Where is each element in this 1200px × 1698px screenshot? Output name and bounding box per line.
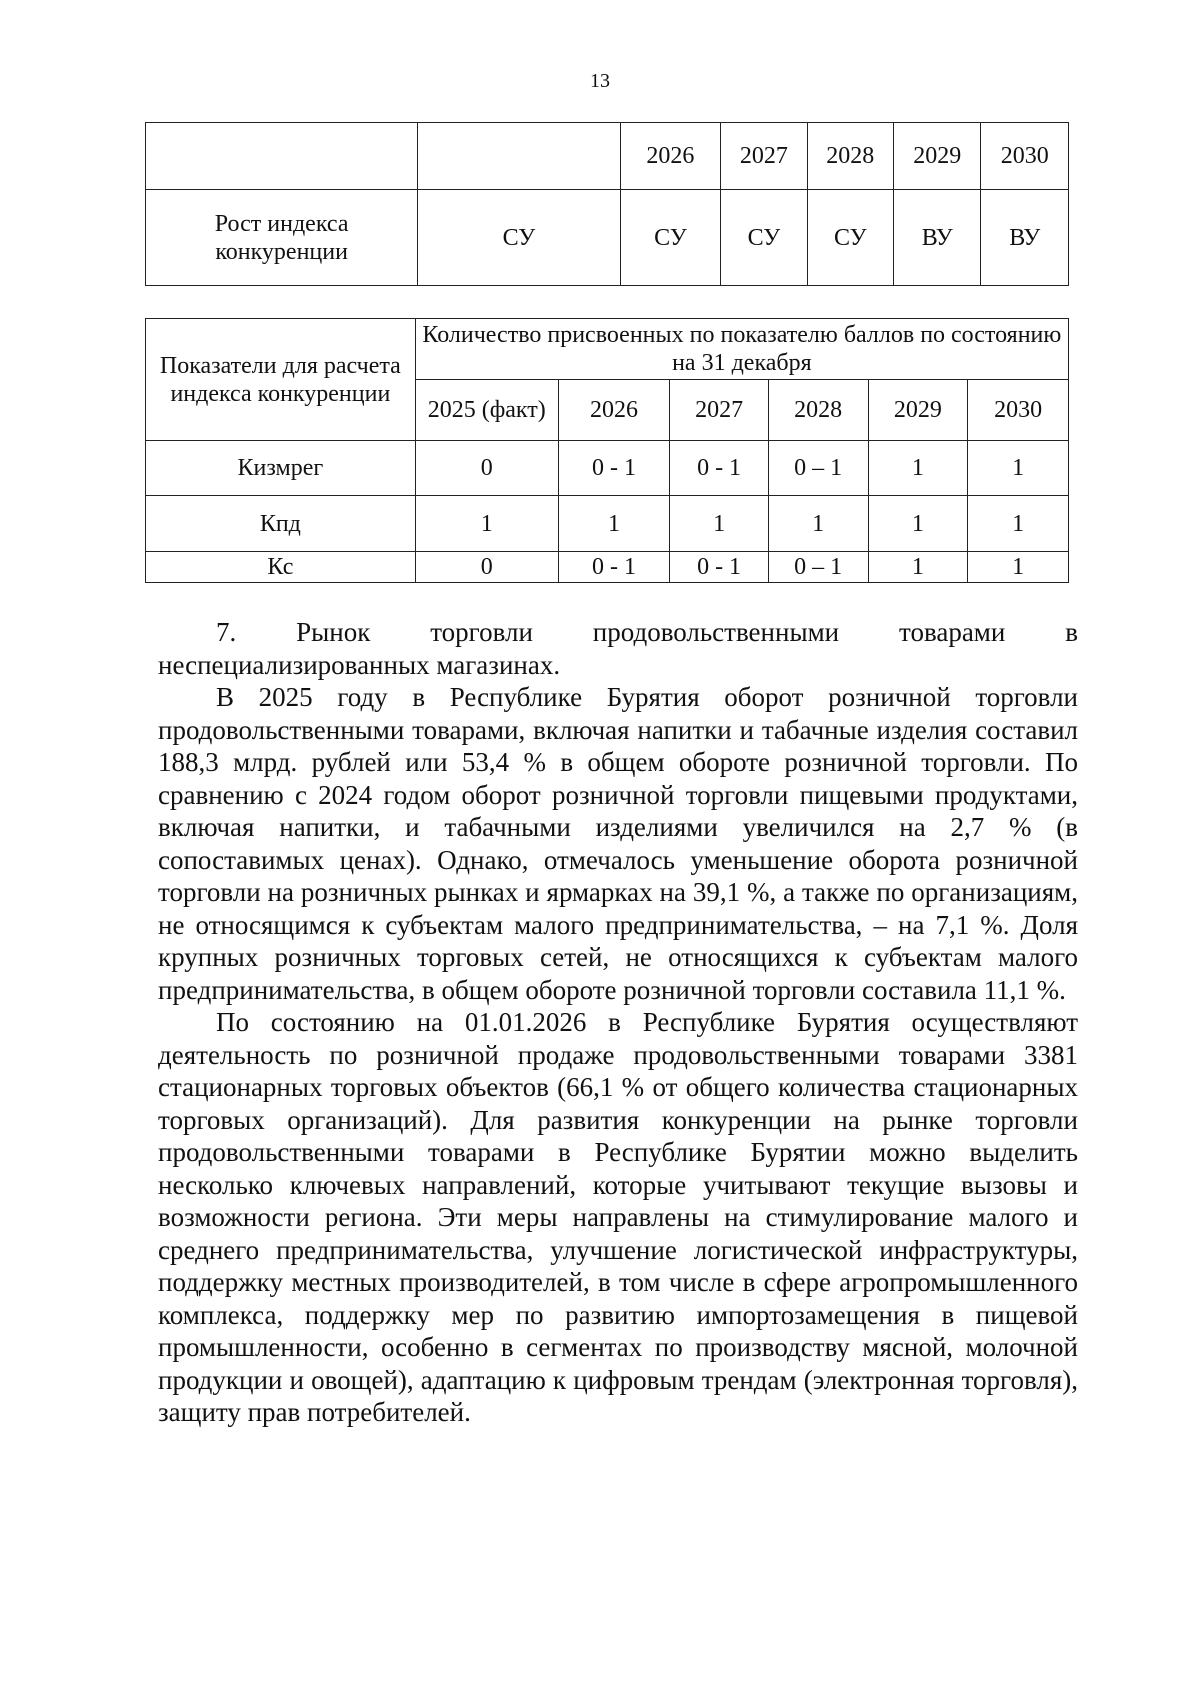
table-cell: СУ [721,190,807,286]
row-label: Кпд [146,496,416,552]
heading-word: торговли [430,617,533,647]
table-cell: 1 [968,496,1069,552]
table-cell: СУ [807,190,893,286]
year-header: 2025 (факт) [415,380,558,441]
row-label: Кизмрег [146,441,416,496]
header-cell: 2027 [721,123,807,190]
section-heading [158,616,1078,649]
paragraph: По состоянию на 01.01.2026 в Республике Бурятия осуществляют деятельность по розничной продаже продовольственными товарами 3381 стационарных торговых объектов (66,1 % от общего количества стационарных торговых организаций). Для развития конкуренции на рынке торговли продовольственными товарами в Республике Бурятии можно выделить несколько ключевых направлений, которые учитывают текущие вызовы и возможности региона. Эти меры направлены на стимулирование малого и среднего предпринимательства, улучшение логистической инфраструктуры, поддержку местных производителей, в том числе в сфере агропромышленного комплекса, поддержку мер по развитию импортозамещения в пищевой промышленности, особенно в сегментах по производству мясной, молочной продукции и овощей), адаптацию к цифровым трендам (электронная торговля), защиту прав потребителей. [158,1007,1078,1427]
year-header: 2027 [670,380,769,441]
table-cell: СУ [418,190,620,286]
table-cell: 0 - 1 [670,552,769,583]
indicators-header: Показатели для расчета индекса конкуренции [146,319,416,441]
table-header-row [146,319,1069,380]
table-cell: 0 - 1 [558,441,670,496]
table-cell: 0 – 1 [768,441,868,496]
year-header: 2029 [868,380,968,441]
table-cell: 1 [968,441,1069,496]
competition-growth-table [145,122,1069,286]
year-header: 2026 [558,380,670,441]
table-cell: 1 [768,496,868,552]
row-label: Рост индекса конкуренции [146,190,418,286]
header-cell: 2029 [894,123,981,190]
header-cell: 2026 [620,123,721,190]
competition-index-points-table [145,318,1069,583]
table-cell: 0 – 1 [768,552,868,583]
heading-word: продовольственными [592,617,840,647]
heading-word: Рынок [296,617,371,647]
table-header-row [146,123,1069,190]
table-cell: 0 - 1 [670,441,769,496]
table-cell: 1 [670,496,769,552]
section-text [158,616,1078,1429]
table-row [146,190,1069,286]
table-cell: 0 - 1 [558,552,670,583]
table-row [146,552,1069,583]
points-group-header: Количество присвоенных по показателю баллов по состоянию на 31 декабря [415,319,1068,380]
page-number: 13 [590,70,610,92]
table-row [146,441,1069,496]
year-header: 2030 [968,380,1069,441]
table-cell: СУ [620,190,721,286]
header-cell: 2028 [807,123,893,190]
paragraph: В 2025 году в Республике Бурятия оборот розничной торговли продовольственными товарами, включая напитки и табачные изделия составил 188,3 млрд. рублей или 53,4 % в общем обороте розничной торговли. По сравнению с 2024 годом оборот розничной торговли пищевыми продуктами, включая напитки, и табачными изделиями увеличился на 2,7 % (в сопоставимых ценах). Однако, отмечалось уменьшение оборота розничной торговли на розничных рынках и ярмарках на 39,1 %, а также по организациям, не относящимся к субъектам малого предпринимательства, – на 7,1 %. Доля крупных розничных торговых сетей, не относящихся к субъектам малого предпринимательства, в общем обороте розничной торговли составила 11,1 %. [158,682,1078,1005]
table-cell: 1 [868,496,968,552]
table-cell: 1 [868,441,968,496]
table-cell: ВУ [894,190,981,286]
table-cell: 1 [968,552,1069,583]
table-cell: 1 [415,496,558,552]
table-cell: 1 [558,496,670,552]
header-cell [418,123,620,190]
heading-word: 7. [216,617,237,647]
section-heading-continued: неспециализированных магазинах. [158,649,561,680]
header-cell [146,123,418,190]
table-cell: ВУ [981,190,1069,286]
table-cell: 0 [415,552,558,583]
table-row [146,496,1069,552]
row-label: Кс [146,552,416,583]
header-cell: 2030 [981,123,1069,190]
heading-word: товарами [899,617,1006,647]
heading-word: в [1065,617,1078,647]
table-cell: 0 [415,441,558,496]
table-cell: 1 [868,552,968,583]
year-header: 2028 [768,380,868,441]
